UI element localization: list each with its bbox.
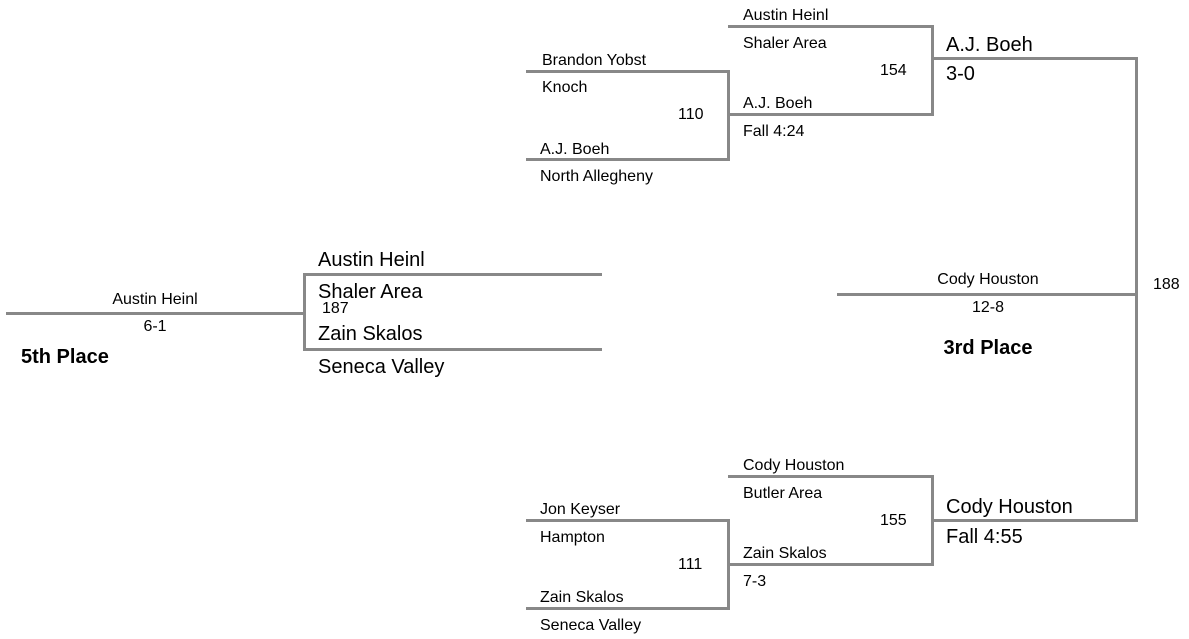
wrestler-name: Austin Heinl xyxy=(743,7,829,24)
bracket-connector-188 xyxy=(1135,57,1138,522)
bracket-line-skalos-111-winner xyxy=(728,563,934,566)
wrestler-team: Knoch xyxy=(542,79,588,96)
placement-label: 5th Place xyxy=(21,346,109,368)
bracket-line-fifth-place-winner xyxy=(6,312,306,315)
match-result: 3-0 xyxy=(946,63,975,85)
winner-name: A.J. Boeh xyxy=(743,95,813,112)
wrestler-name: Zain Skalos xyxy=(318,323,423,345)
bracket-line-keyser xyxy=(526,519,730,522)
match-result: 6-1 xyxy=(143,318,167,335)
wrestler-team: North Allegheny xyxy=(540,168,653,185)
match-result: 12-8 xyxy=(971,299,1005,316)
bracket-line-skalos-sv xyxy=(526,607,730,610)
wrestler-team: Seneca Valley xyxy=(318,356,445,378)
bracket-line-third-place-winner xyxy=(837,293,1138,296)
bracket-line-boeh-154-winner xyxy=(932,57,1138,60)
bracket-connector-154 xyxy=(931,25,934,116)
match-number: 188 xyxy=(1153,276,1180,293)
bracket-line-yobst xyxy=(526,70,730,73)
bracket-line-boeh-110-winner xyxy=(728,113,934,116)
bracket-line-houston-155-winner xyxy=(932,519,1138,522)
bracket-line-fifth-top xyxy=(303,273,602,276)
match-result: Fall 4:24 xyxy=(743,123,805,140)
match-number: 154 xyxy=(880,62,907,79)
wrestler-team: Shaler Area xyxy=(318,281,423,303)
winner-name: Cody Houston xyxy=(946,496,1073,518)
wrestler-team: Seneca Valley xyxy=(540,617,642,634)
match-result: 7-3 xyxy=(743,573,767,590)
wrestler-name: Cody Houston xyxy=(743,457,845,474)
wrestler-name: Zain Skalos xyxy=(540,589,624,606)
wrestler-team: Butler Area xyxy=(743,485,823,502)
match-result: Fall 4:55 xyxy=(946,526,1023,548)
match-number: 111 xyxy=(678,556,703,573)
wrestler-name: Jon Keyser xyxy=(540,501,621,518)
winner-name: Austin Heinl xyxy=(112,291,198,308)
bracket-line-heinl-top xyxy=(728,25,934,28)
winner-name: A.J. Boeh xyxy=(946,34,1033,56)
placement-label: 3rd Place xyxy=(943,337,1033,359)
wrestler-team: Shaler Area xyxy=(743,35,827,52)
wrestler-team: Hampton xyxy=(540,529,605,546)
winner-name: Zain Skalos xyxy=(743,545,827,562)
match-number: 155 xyxy=(880,512,907,529)
match-number: 110 xyxy=(678,106,704,123)
wrestler-name: A.J. Boeh xyxy=(540,141,610,158)
match-number: 187 xyxy=(322,300,349,317)
winner-name: Cody Houston xyxy=(937,271,1039,288)
bracket-line-boeh-na xyxy=(526,158,730,161)
bracket-line-fifth-bottom xyxy=(303,348,602,351)
wrestler-name: Austin Heinl xyxy=(318,249,425,271)
bracket-line-houston-top xyxy=(728,475,934,478)
wrestler-name: Brandon Yobst xyxy=(542,52,647,69)
